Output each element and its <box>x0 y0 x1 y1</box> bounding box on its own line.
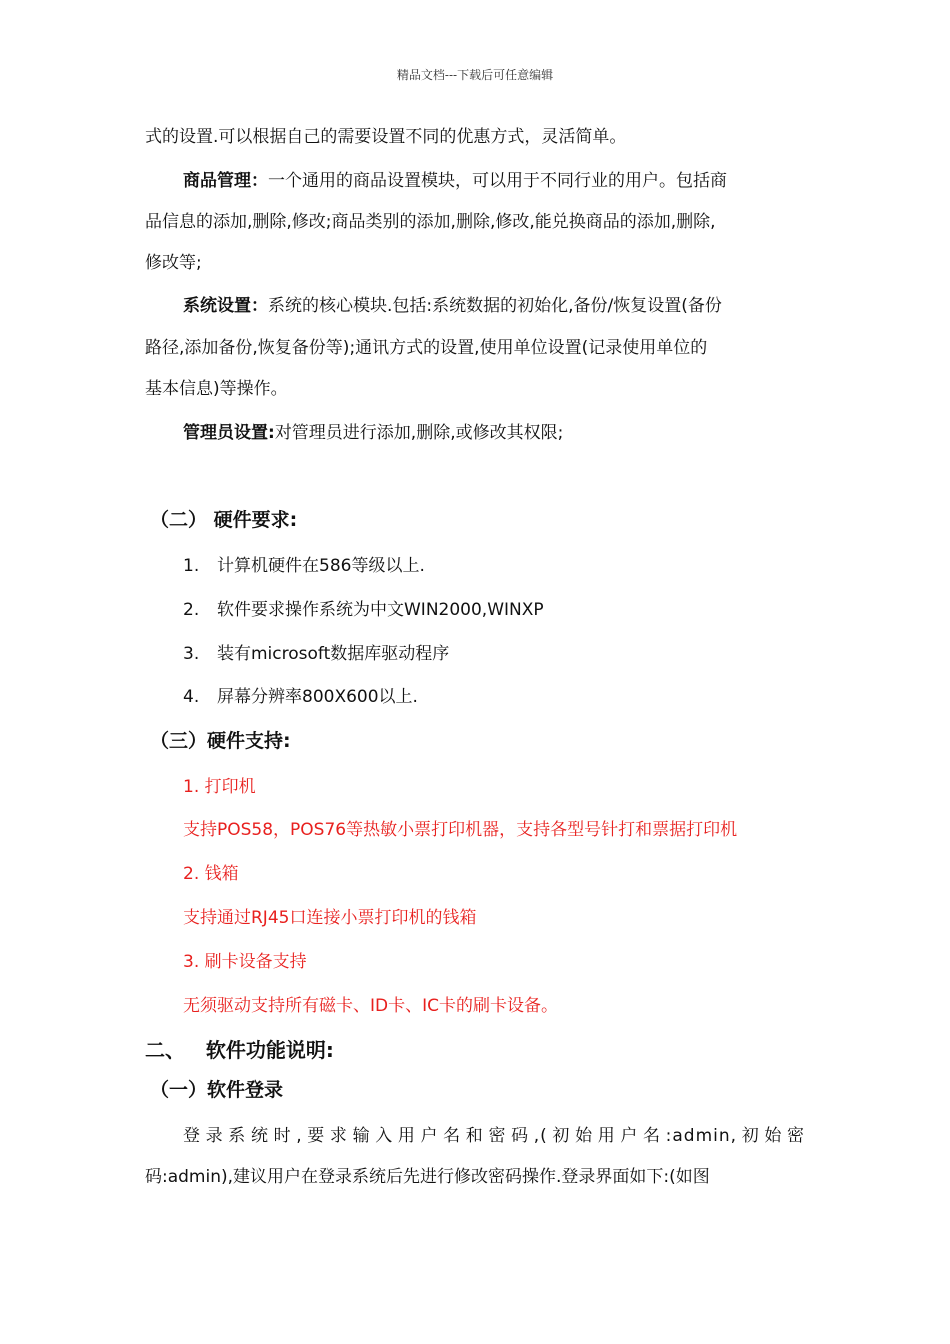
list-item-number: 4. <box>183 687 200 707</box>
heading-software-login: （一）软件登录 <box>150 1079 284 1101</box>
page-header: 精品文档---下载后可任意编辑 <box>396 68 554 82</box>
paragraph-discount-end: 式的设置.可以根据自己的需要设置不同的优惠方式，灵活简单。 <box>145 127 627 147</box>
system-label: 系统设置： <box>183 296 268 316</box>
list-item <box>183 686 418 708</box>
paragraph-goods-line1 <box>183 170 727 192</box>
paragraph-login-line1: 登录系统时,要求输入用户名和密码,(初始用户名:admin,初始密 <box>183 1126 805 1146</box>
admin-label: 管理员设置: <box>183 423 275 443</box>
paragraph-goods-line2: 品信息的添加,删除,修改;商品类别的添加,删除,修改,能兑换商品的添加,删除, <box>145 212 716 232</box>
heading-software-functions: 二、 软件功能说明: <box>145 1038 334 1062</box>
support-printer-desc: 支持POS58，POS76等热敏小票打印机器，支持各型号针打和票据打印机 <box>183 820 738 840</box>
list-item-text: 屏幕分辨率800X600以上. <box>217 687 418 707</box>
list-item-number: 3. <box>183 644 200 664</box>
paragraph-system-line1 <box>183 295 722 317</box>
paragraph-admin <box>183 422 563 444</box>
list-item-text: 软件要求操作系统为中文WIN2000,WINXP <box>217 600 544 620</box>
list-item-text: 计算机硬件在586等级以上. <box>217 556 425 576</box>
system-text-1: 系统的核心模块.包括:系统数据的初始化,备份/恢复设置(备份 <box>268 296 722 316</box>
goods-text-1: 一个通用的商品设置模块，可以用于不同行业的用户。包括商 <box>268 171 727 191</box>
admin-text: 对管理员进行添加,删除,或修改其权限; <box>274 423 564 443</box>
list-item-text: 装有microsoft数据库驱动程序 <box>217 644 450 664</box>
paragraph-login-line2: 码:admin),建议用户在登录系统后先进行修改密码操作.登录界面如下:(如图 <box>145 1167 710 1187</box>
support-cashbox-desc: 支持通过RJ45口连接小票打印机的钱箱 <box>183 908 477 928</box>
heading-hardware-requirements: （二） 硬件要求: <box>150 509 298 531</box>
paragraph-system-line3: 基本信息)等操作。 <box>145 379 288 399</box>
list-item-number: 1. <box>183 556 200 576</box>
list-item-number: 2. <box>183 600 200 620</box>
list-item <box>183 599 544 621</box>
support-printer-title: 1. 打印机 <box>183 777 256 797</box>
heading-hardware-support: （三）硬件支持: <box>150 730 291 752</box>
list-item <box>183 555 425 577</box>
support-card-title: 3. 刷卡设备支持 <box>183 952 307 972</box>
paragraph-system-line2: 路径,添加备份,恢复备份等);通讯方式的设置,使用单位设置(记录使用单位的 <box>145 338 708 358</box>
support-cashbox-title: 2. 钱箱 <box>183 864 239 884</box>
support-card-desc: 无须驱动支持所有磁卡、ID卡、IC卡的刷卡设备。 <box>183 996 558 1016</box>
paragraph-goods-line3: 修改等; <box>145 253 202 273</box>
goods-label: 商品管理： <box>183 171 268 191</box>
list-item <box>183 643 449 665</box>
